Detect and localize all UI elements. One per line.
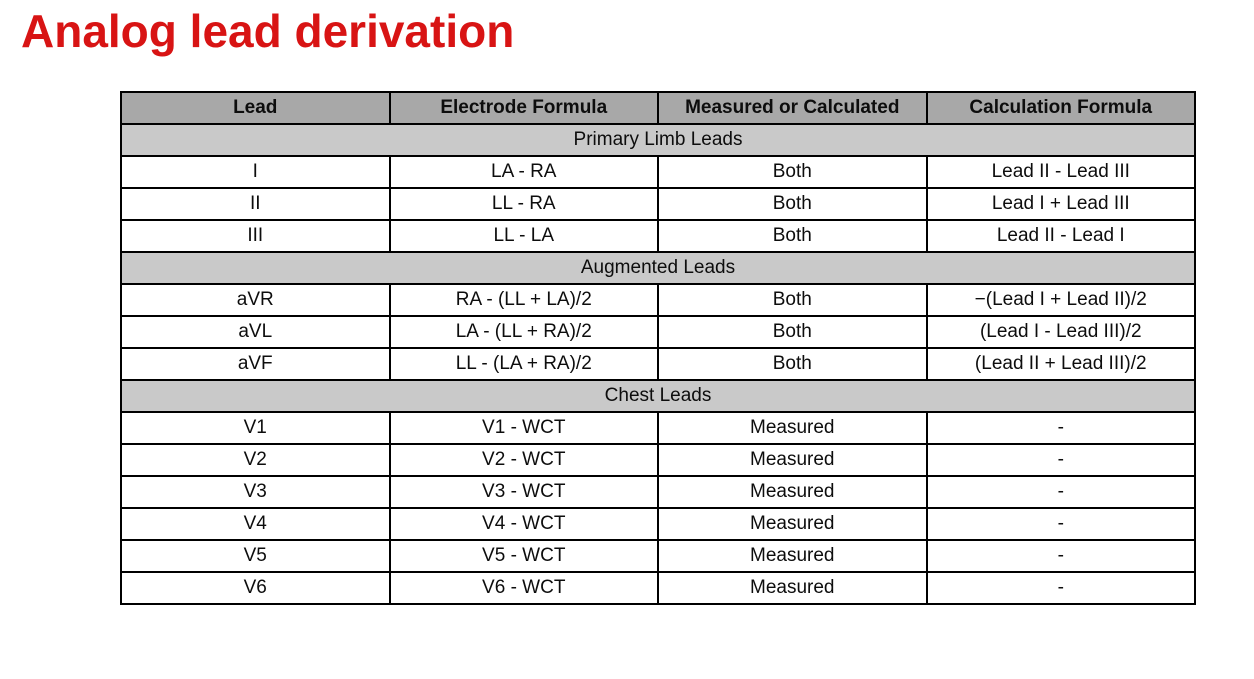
page-title: Analog lead derivation xyxy=(21,5,515,57)
table-cell: V4 - WCT xyxy=(390,508,659,540)
table-cell: Measured xyxy=(658,540,927,572)
table-cell: - xyxy=(927,572,1196,604)
table-cell: Both xyxy=(658,284,927,316)
table-cell: - xyxy=(927,412,1196,444)
table-row xyxy=(121,572,1195,604)
section-label: Primary Limb Leads xyxy=(121,124,1195,156)
table-cell: LL - RA xyxy=(390,188,659,220)
table-cell: Measured xyxy=(658,476,927,508)
table-cell: Both xyxy=(658,156,927,188)
table-cell: V3 xyxy=(121,476,390,508)
section-label: Augmented Leads xyxy=(121,252,1195,284)
table-row xyxy=(121,220,1195,252)
table-cell: I xyxy=(121,156,390,188)
table-cell: aVR xyxy=(121,284,390,316)
table-cell: - xyxy=(927,540,1196,572)
table-cell: Lead II - Lead III xyxy=(927,156,1196,188)
table-cell: LA - (LL + RA)/2 xyxy=(390,316,659,348)
table-cell: V2 - WCT xyxy=(390,444,659,476)
table-cell: −(Lead I + Lead II)/2 xyxy=(927,284,1196,316)
section-header-row xyxy=(121,380,1195,412)
table-row xyxy=(121,476,1195,508)
table-cell: (Lead I - Lead III)/2 xyxy=(927,316,1196,348)
table-cell: Both xyxy=(658,348,927,380)
table-cell: V1 - WCT xyxy=(390,412,659,444)
table-cell: III xyxy=(121,220,390,252)
table-cell: - xyxy=(927,476,1196,508)
table-cell: aVF xyxy=(121,348,390,380)
table-cell: Both xyxy=(658,316,927,348)
table-row xyxy=(121,348,1195,380)
table-row xyxy=(121,188,1195,220)
table-cell: Both xyxy=(658,188,927,220)
table-cell: V1 xyxy=(121,412,390,444)
table-row xyxy=(121,444,1195,476)
table-cell: Lead II - Lead I xyxy=(927,220,1196,252)
table-cell: V3 - WCT xyxy=(390,476,659,508)
table-row xyxy=(121,412,1195,444)
table-cell: LL - (LA + RA)/2 xyxy=(390,348,659,380)
table-cell: V6 xyxy=(121,572,390,604)
table-cell: LL - LA xyxy=(390,220,659,252)
section-header-row xyxy=(121,124,1195,156)
table-body xyxy=(121,124,1195,604)
table-cell: II xyxy=(121,188,390,220)
table-cell: aVL xyxy=(121,316,390,348)
table-cell: Lead I + Lead III xyxy=(927,188,1196,220)
table-cell: - xyxy=(927,508,1196,540)
column-header-lead: Lead xyxy=(121,92,390,124)
table-header xyxy=(121,92,1195,124)
table-cell: Measured xyxy=(658,412,927,444)
table-row xyxy=(121,156,1195,188)
table-row xyxy=(121,284,1195,316)
table-cell: Measured xyxy=(658,444,927,476)
table-cell: Both xyxy=(658,220,927,252)
column-header-calculation-formula: Calculation Formula xyxy=(927,92,1196,124)
table-cell: - xyxy=(927,444,1196,476)
table-cell: V4 xyxy=(121,508,390,540)
column-header-electrode-formula: Electrode Formula xyxy=(390,92,659,124)
table-cell: RA - (LL + LA)/2 xyxy=(390,284,659,316)
table-cell: (Lead II + Lead III)/2 xyxy=(927,348,1196,380)
table-cell: Measured xyxy=(658,508,927,540)
header-row xyxy=(121,92,1195,124)
table-row xyxy=(121,316,1195,348)
table-row xyxy=(121,508,1195,540)
section-label: Chest Leads xyxy=(121,380,1195,412)
column-header-measured-or-calculated: Measured or Calculated xyxy=(658,92,927,124)
table-cell: V5 - WCT xyxy=(390,540,659,572)
table-cell: V5 xyxy=(121,540,390,572)
table-cell: V2 xyxy=(121,444,390,476)
section-header-row xyxy=(121,252,1195,284)
table-row xyxy=(121,540,1195,572)
table-cell: LA - RA xyxy=(390,156,659,188)
table-cell: Measured xyxy=(658,572,927,604)
table-cell: V6 - WCT xyxy=(390,572,659,604)
lead-derivation-table xyxy=(120,91,1196,605)
